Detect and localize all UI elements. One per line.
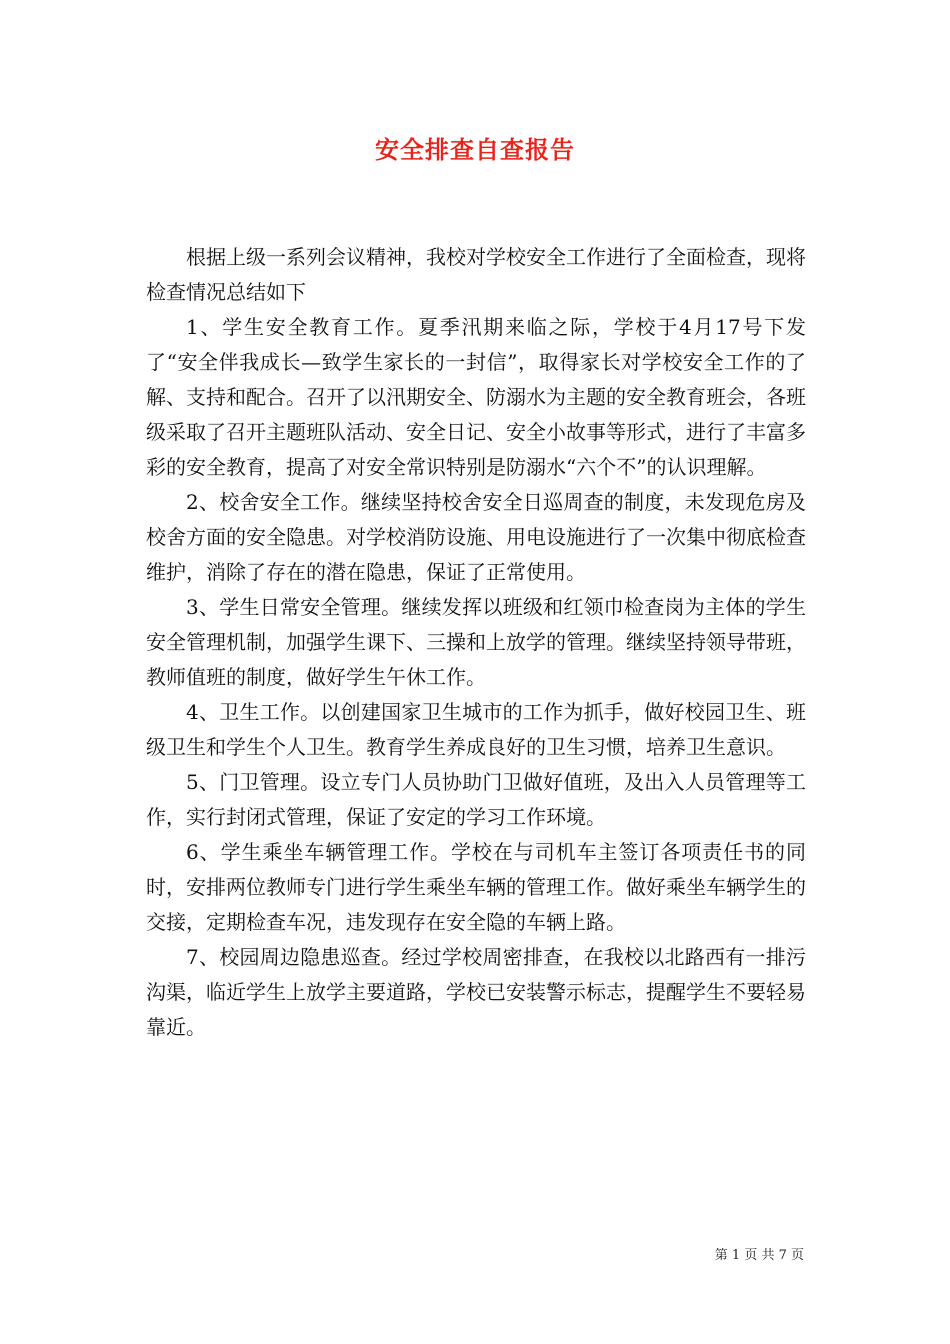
paragraph-intro: 根据上级一系列会议精神，我校对学校安全工作进行了全面检查，现将检查情况总结如下 (146, 245, 806, 304)
document-title: 安全排查自查报告 (375, 135, 575, 164)
paragraph-7: 7、校园周边隐患巡查。经过学校周密排查，在我校以北路西有一排污沟渠，临近学生上放学主要道路，学校已安装警示标志，提醒学生不要轻易靠近。 (146, 945, 806, 1039)
paragraph-5: 5、门卫管理。设立专门人员协助门卫做好值班，及出入人员管理等工作，实行封闭式管理，保证了安定的学习工作环境。 (146, 770, 806, 829)
document-body (146, 240, 806, 1045)
page-number-footer: 第 1 页 共 7 页 (714, 1248, 804, 1263)
paragraph-1: 1、学生安全教育工作。夏季汛期来临之际，学校于4月17号下发了“安全伴我成长—致学生家长的一封信”，取得家长对学校安全工作的了解、支持和配合。召开了以汛期安全、防溺水为主题的安全教育班会，各班级采取了召开主题班队活动、安全日记、安全小故事等形式，进行了丰富多彩的安全教育，提高了对安全常识特别是防溺水“六个不”的认识理解。 (146, 315, 806, 479)
paragraph-3: 3、学生日常安全管理。继续发挥以班级和红领巾检查岗为主体的学生安全管理机制，加强学生课下、三操和上放学的管理。继续坚持领导带班，教师值班的制度，做好学生午休工作。 (146, 595, 806, 689)
paragraph-6: 6、学生乘坐车辆管理工作。学校在与司机车主签订各项责任书的同时，安排两位教师专门进行学生乘坐车辆的管理工作。做好乘坐车辆学生的交接，定期检查车况，违发现存在安全隐的车辆上路。 (146, 840, 806, 934)
paragraph-2: 2、校舍安全工作。继续坚持校舍安全日巡周查的制度，未发现危房及校舍方面的安全隐患。对学校消防设施、用电设施进行了一次集中彻底检查维护，消除了存在的潜在隐患，保证了正常使用。 (146, 490, 806, 584)
paragraph-4: 4、卫生工作。以创建国家卫生城市的工作为抓手，做好校园卫生、班级卫生和学生个人卫生。教育学生养成良好的卫生习惯，培养卫生意识。 (146, 700, 806, 759)
